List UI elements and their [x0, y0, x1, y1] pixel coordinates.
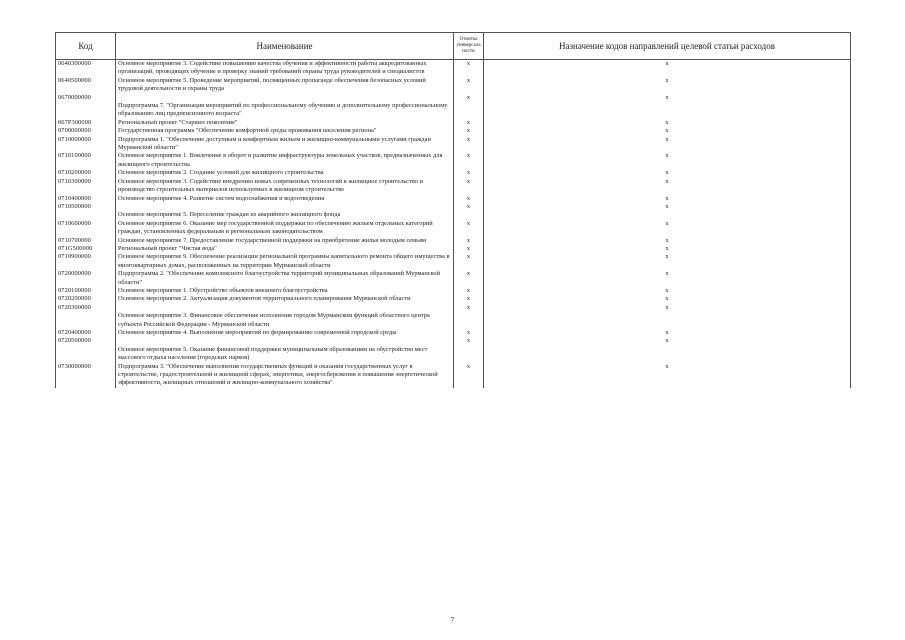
table-row — [56, 203, 851, 211]
row-code: 0710300000 — [56, 178, 116, 195]
row-direction-mark: х — [484, 169, 851, 177]
row-code — [56, 312, 116, 329]
row-universality-mark — [454, 211, 484, 219]
table-row — [56, 119, 851, 127]
table-row — [56, 363, 851, 388]
row-name: Основное мероприятие 5. Переселение граждан из аварийного жилищного фонда — [116, 211, 454, 219]
row-universality-mark: х — [454, 195, 484, 203]
table-row — [56, 178, 851, 195]
row-name: Основное мероприятие 5. Оказание финансовой поддержки муниципальным образованиям на обустройство мест массового отдыха населения (городских парков) — [116, 346, 454, 363]
row-code: 0710200000 — [56, 169, 116, 177]
row-code: 0710700000 — [56, 237, 116, 245]
table-row — [56, 329, 851, 337]
row-direction-mark: х — [484, 270, 851, 287]
table-header-row — [56, 33, 851, 60]
row-universality-mark: х — [454, 94, 484, 102]
row-universality-mark: х — [454, 152, 484, 169]
row-code: 0710000000 — [56, 136, 116, 153]
row-code: 0720300000 — [56, 304, 116, 312]
row-code: 0720400000 — [56, 329, 116, 337]
row-code: 0720100000 — [56, 287, 116, 295]
row-universality-mark: х — [454, 287, 484, 295]
page-number: 7 — [450, 616, 455, 624]
row-universality-mark: х — [454, 237, 484, 245]
row-universality-mark: х — [454, 136, 484, 153]
row-direction-mark: х — [484, 295, 851, 303]
row-universality-mark — [454, 102, 484, 119]
row-name: Основное мероприятие 4. Развитие систем водоснабжения и водоотведения — [116, 195, 454, 203]
row-code — [56, 102, 116, 119]
row-name: Региональный проект "Чистая вода" — [116, 245, 454, 253]
row-universality-mark: х — [454, 60, 484, 77]
row-name: Основное мероприятие 1. Вовлечение в оборот и развитие инфраструктуры земельных участков, предназначенных для жилищного строительства — [116, 152, 454, 169]
row-direction-mark: х — [484, 77, 851, 94]
table-row — [56, 270, 851, 287]
row-universality-mark: х — [454, 119, 484, 127]
row-name — [116, 304, 454, 312]
table-row — [56, 195, 851, 203]
row-direction-mark: х — [484, 203, 851, 211]
table-row — [56, 136, 851, 153]
row-direction-mark: х — [484, 136, 851, 153]
row-direction-mark — [484, 102, 851, 119]
table-row — [56, 60, 851, 77]
row-direction-mark: х — [484, 94, 851, 102]
row-universality-mark: х — [454, 245, 484, 253]
row-code: 0710400000 — [56, 195, 116, 203]
row-name: Основное мероприятие 9. Обеспечение реализации региональной программы капитального ремонта общего имущества в многоквартирных домах, расположенных на территории Мурманской области — [116, 253, 454, 270]
row-name: Основное мероприятие 4. Выполнение мероприятий по формированию современной городской среды — [116, 329, 454, 337]
row-name: Основное мероприятие 2. Актуализация документов территориального планирования Мурманской области — [116, 295, 454, 303]
row-universality-mark: х — [454, 337, 484, 345]
row-code: 0640500000 — [56, 77, 116, 94]
row-code: 0720500000 — [56, 337, 116, 345]
row-code — [56, 346, 116, 363]
table-row — [56, 211, 851, 219]
header-universality: Отметка универсаль ности — [454, 33, 484, 60]
row-direction-mark: х — [484, 287, 851, 295]
row-code: 0710500000 — [56, 203, 116, 211]
row-name: Основное мероприятие 6. Оказание мер государственной поддержки по обеспечению жильем отдельных категорий граждан, установленных федеральным и региональным законодательством — [116, 220, 454, 237]
row-code: 0640300000 — [56, 60, 116, 77]
row-universality-mark: х — [454, 220, 484, 237]
row-universality-mark — [454, 312, 484, 329]
row-direction-mark: х — [484, 329, 851, 337]
row-direction-mark: х — [484, 253, 851, 270]
row-name: Основное мероприятие 3. Содействие повышению качества обучения и эффективности работы аккредитованных организаций, проводящих обучение и проверку знаний требований охраны труда руководителей и специалистов — [116, 60, 454, 77]
row-direction-mark: х — [484, 152, 851, 169]
row-universality-mark: х — [454, 363, 484, 388]
row-direction-mark: х — [484, 337, 851, 345]
table-row — [56, 295, 851, 303]
header-name: Наименование — [116, 33, 454, 60]
table-row — [56, 237, 851, 245]
row-universality-mark: х — [454, 127, 484, 135]
table-row — [56, 253, 851, 270]
row-universality-mark: х — [454, 329, 484, 337]
table-row — [56, 287, 851, 295]
row-universality-mark: х — [454, 253, 484, 270]
row-direction-mark: х — [484, 119, 851, 127]
row-name — [116, 337, 454, 345]
row-name: Подпрограмма 2. "Обеспечение комплексного благоустройства территорий муниципальных образований Мурманской области" — [116, 270, 454, 287]
row-code: 0720000000 — [56, 270, 116, 287]
table-row — [56, 304, 851, 312]
table-row — [56, 102, 851, 119]
row-name: Основное мероприятие 3. Содействие внедрению новых современных технологий в жилищное строительство и производство строительных материалов используемых в жилищном строительстве — [116, 178, 454, 195]
row-direction-mark: х — [484, 363, 851, 388]
row-name: Региональный проект "Старшее поколение" — [116, 119, 454, 127]
row-name: Основное мероприятие 2. Создание условий для жилищного строительства — [116, 169, 454, 177]
row-code: 0720200000 — [56, 295, 116, 303]
row-universality-mark: х — [454, 203, 484, 211]
table-row — [56, 312, 851, 329]
table-row — [56, 346, 851, 363]
row-code: 0670000000 — [56, 94, 116, 102]
row-code: 067P300000 — [56, 119, 116, 127]
header-code: Код — [56, 33, 116, 60]
row-universality-mark: х — [454, 169, 484, 177]
row-direction-mark: х — [484, 195, 851, 203]
row-code: 0730000000 — [56, 363, 116, 388]
row-direction-mark: х — [484, 220, 851, 237]
row-universality-mark: х — [454, 178, 484, 195]
row-code — [56, 211, 116, 219]
row-direction-mark — [484, 312, 851, 329]
table-row — [56, 127, 851, 135]
row-universality-mark — [454, 346, 484, 363]
table-row — [56, 94, 851, 102]
row-name: Основное мероприятие 3. Финансовое обеспечение исполнения городом Мурманском функций областного центра субъекта Российской Федерации - Мурманской области — [116, 312, 454, 329]
row-direction-mark: х — [484, 237, 851, 245]
row-code: 0710100000 — [56, 152, 116, 169]
row-name — [116, 94, 454, 102]
row-code: 0710900000 — [56, 253, 116, 270]
row-direction-mark: х — [484, 304, 851, 312]
row-universality-mark: х — [454, 295, 484, 303]
table-row — [56, 77, 851, 94]
row-name: Основное мероприятие 1. Обустройство объектов внешнего благоустройства — [116, 287, 454, 295]
table-row — [56, 152, 851, 169]
row-direction-mark: х — [484, 245, 851, 253]
row-direction-mark — [484, 211, 851, 219]
row-direction-mark: х — [484, 178, 851, 195]
row-name — [116, 203, 454, 211]
row-universality-mark: х — [454, 304, 484, 312]
row-name: Подпрограмма 3. "Обеспечение выполнения государственных функций и оказания государственных услуг в строительстве, градостроительной и жилищной сферах, энергетики, энергосбережения и повышения энергетической эффективности, жилищных отношений и жилищно-коммунального хозяйства" — [116, 363, 454, 388]
table-row — [56, 337, 851, 345]
row-code: 0700000000 — [56, 127, 116, 135]
row-universality-mark: х — [454, 270, 484, 287]
budget-codes-table — [55, 32, 851, 388]
table-row — [56, 220, 851, 237]
table-row — [56, 169, 851, 177]
row-direction-mark — [484, 346, 851, 363]
header-direction-codes: Назначение кодов направлений целевой статьи расходов — [484, 33, 851, 60]
row-name: Основное мероприятие 7. Предоставление государственной поддержки на приобретение жилья молодым семьям — [116, 237, 454, 245]
table-row — [56, 245, 851, 253]
row-name: Подпрограмма 1. "Обеспечение доступным и комфортным жильем и жилищно-коммунальными услугами граждан Мурманской области" — [116, 136, 454, 153]
row-code: 0710600000 — [56, 220, 116, 237]
row-name: Государственная программа "Обеспечение комфортной среды проживания населения региона" — [116, 127, 454, 135]
row-code: 071G500000 — [56, 245, 116, 253]
row-direction-mark: х — [484, 127, 851, 135]
table-body — [56, 60, 851, 388]
row-name: Основное мероприятие 5. Проведение мероприятий, посвященных пропаганде обеспечения безопасных условий трудовой деятельности и охраны труда — [116, 77, 454, 94]
row-direction-mark: х — [484, 60, 851, 77]
row-universality-mark: х — [454, 77, 484, 94]
row-name: Подпрограмма 7. "Организация мероприятий по профессиональному обучению и дополнительному профессиональному образованию лиц предпенсионного возраста" — [116, 102, 454, 119]
